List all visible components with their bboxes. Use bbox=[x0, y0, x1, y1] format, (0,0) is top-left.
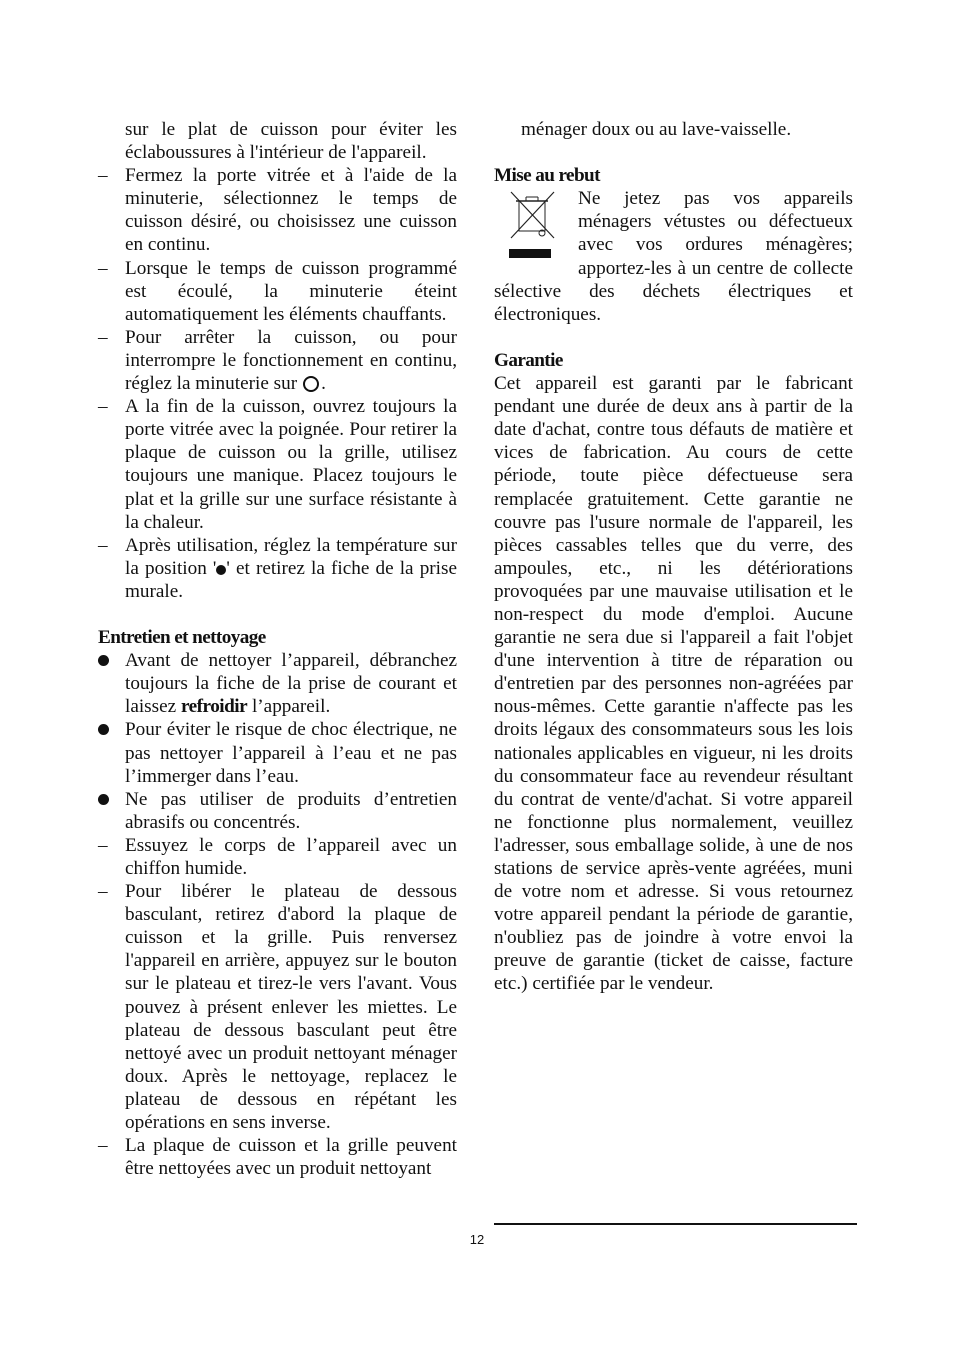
section-heading-disposal: Mise au rebut bbox=[494, 165, 600, 187]
disposal-text: Ne jetez pas vos appareils ménagers vétustes ou défectueux avec vos ordures ménagères; apportez-les à un centre de collecte sélective des déchets électriques et électroniques. bbox=[494, 188, 853, 325]
list-item bbox=[98, 257, 457, 326]
filled-dot-icon bbox=[216, 565, 226, 575]
left-column bbox=[98, 118, 457, 1180]
bullet-item bbox=[98, 718, 457, 787]
paragraph-continuation: ménager doux ou au lave-vaisselle. bbox=[521, 119, 792, 140]
paragraph-continuation: sur le plat de cuisson pour éviter les éclaboussures à l'intérieur de l'appareil. bbox=[125, 119, 457, 164]
bullet-item bbox=[98, 788, 457, 834]
bold-word: refroidir bbox=[180, 696, 248, 718]
list-item bbox=[98, 1134, 457, 1180]
list-item bbox=[98, 164, 457, 256]
list-item-text: ' et retirez la fiche de la prise murale. bbox=[125, 557, 457, 602]
list-item-text: Essuyez le corps de l’appareil avec un chiffon humide. bbox=[125, 834, 457, 879]
dash-marker: – bbox=[98, 326, 108, 348]
list-item-text: A la fin de la cuisson, ouvrez toujours la porte vitrée avec la poignée. Pour retirer la plaque de cuisson ou la grille, utilisez toujours une manique. Placez toujours le plat et la grille sur une surface résistante à la chaleur. bbox=[125, 396, 457, 533]
list-item-text: Après utilisation, réglez la température sur la position ' bbox=[125, 534, 457, 579]
period: . bbox=[321, 373, 326, 395]
dash-marker: – bbox=[98, 257, 108, 279]
dash-marker: – bbox=[98, 881, 108, 903]
crossed-out-wheelie-bin-icon bbox=[502, 187, 564, 265]
list-item bbox=[98, 326, 457, 395]
list-item-text: Pour arrêter la cuisson, ou pour interrompre le fonctionnement en continu, réglez la minuterie sur bbox=[125, 326, 457, 395]
dash-marker: – bbox=[98, 396, 108, 418]
list-item bbox=[98, 834, 457, 880]
section-heading-cleaning: Entretien et nettoyage bbox=[98, 627, 266, 649]
bullet-item bbox=[98, 649, 457, 718]
right-column bbox=[494, 118, 853, 996]
bullet-text: Pour éviter le risque de choc électrique, ne pas nettoyer l’appareil à l’eau et ne pas l’immerger dans l’eau. bbox=[125, 719, 457, 787]
disposal-block bbox=[494, 187, 853, 326]
warranty-text: Cet appareil est garanti par le fabricant pendant une durée de deux ans à partir de la date d'achat, contre tous défauts de matière et vices de fabrication. Au cours de cette période, toute pièce défectueuse sera remplacée gratuitement. Cette garantie ne couvre pas l'usure normale de l'appareil, les pièces cassables telles que du verre, des ampoules, etc., ni les détériorations provoquées par une mauvaise utilisation et le non-respect du mode d'emploi. Aucune garantie ne sera due si l'appareil a fait l'objet d'une intervention à titre de réparation ou d'entretien par des personnes non-agréées par nous-mêmes. Cette garantie n'affecte pas les droits légaux des consommateurs sous les lois nationales applicables en vigueur, ni les droits du consommateur face au revendeur résultant du contrat de vente/d'achat. Si votre appareil ne fonctionne plus normalement, veuillez l'adresser, sous emballage solide, à une de nos stations de service après-vente agréées, muni de votre nom et adresse. Si vous retournez votre appareil pendant la période de garantie, n'oubliez pas de joindre à votre envoi la preuve de garantie (ticket de caisse, facture etc.) certifiée par le vendeur. bbox=[494, 373, 853, 995]
section-heading-warranty: Garantie bbox=[494, 349, 563, 371]
ring-icon bbox=[303, 376, 319, 392]
list-item-text: Fermez la porte vitrée et à l'aide de la minuterie, sélectionnez le temps de cuisson désiré, ou choisissez une cuisson en continu. bbox=[125, 165, 457, 256]
list-item bbox=[98, 395, 457, 534]
dash-marker: – bbox=[98, 534, 108, 556]
list-item bbox=[98, 534, 457, 603]
dash-marker: – bbox=[98, 165, 108, 187]
dash-marker: – bbox=[98, 834, 108, 856]
page-number: 12 bbox=[469, 1232, 485, 1247]
bullet-icon bbox=[98, 794, 109, 805]
footer-rule bbox=[494, 1223, 857, 1225]
list-item-text: Pour libérer le plateau de dessous basculant, retirez d'abord la plaque de cuisson et la grille. Puis renversez l'appareil en arrière, appuyez sur le bouton sur le plateau et tirez-le vers l'avant. Vous pouvez à présent enlever les miettes. Le plateau de dessous basculant peut être nettoyé avec un produit nettoyant ménager doux. Après le nettoyage, replacez le plateau de dessous en répétant les opérations en sens inverse. bbox=[125, 881, 457, 1134]
bullet-text: l’appareil. bbox=[247, 696, 331, 718]
dash-marker: – bbox=[98, 1135, 108, 1157]
bullet-text: Avant de nettoyer l’appareil, débranchez toujours la fiche de la prise de courant et laissez bbox=[125, 650, 457, 718]
bullet-icon bbox=[98, 655, 109, 666]
bullet-text: Ne pas utiliser de produits d’entretien abrasifs ou concentrés. bbox=[125, 788, 457, 833]
list-item-text: Lorsque le temps de cuisson programmé est écoulé, la minuterie éteint automatiquement les éléments chauffants. bbox=[125, 257, 457, 325]
list-item-text: La plaque de cuisson et la grille peuvent être nettoyées avec un produit nettoyant bbox=[125, 1135, 457, 1180]
list-item bbox=[98, 880, 457, 1134]
bullet-icon bbox=[98, 724, 109, 735]
